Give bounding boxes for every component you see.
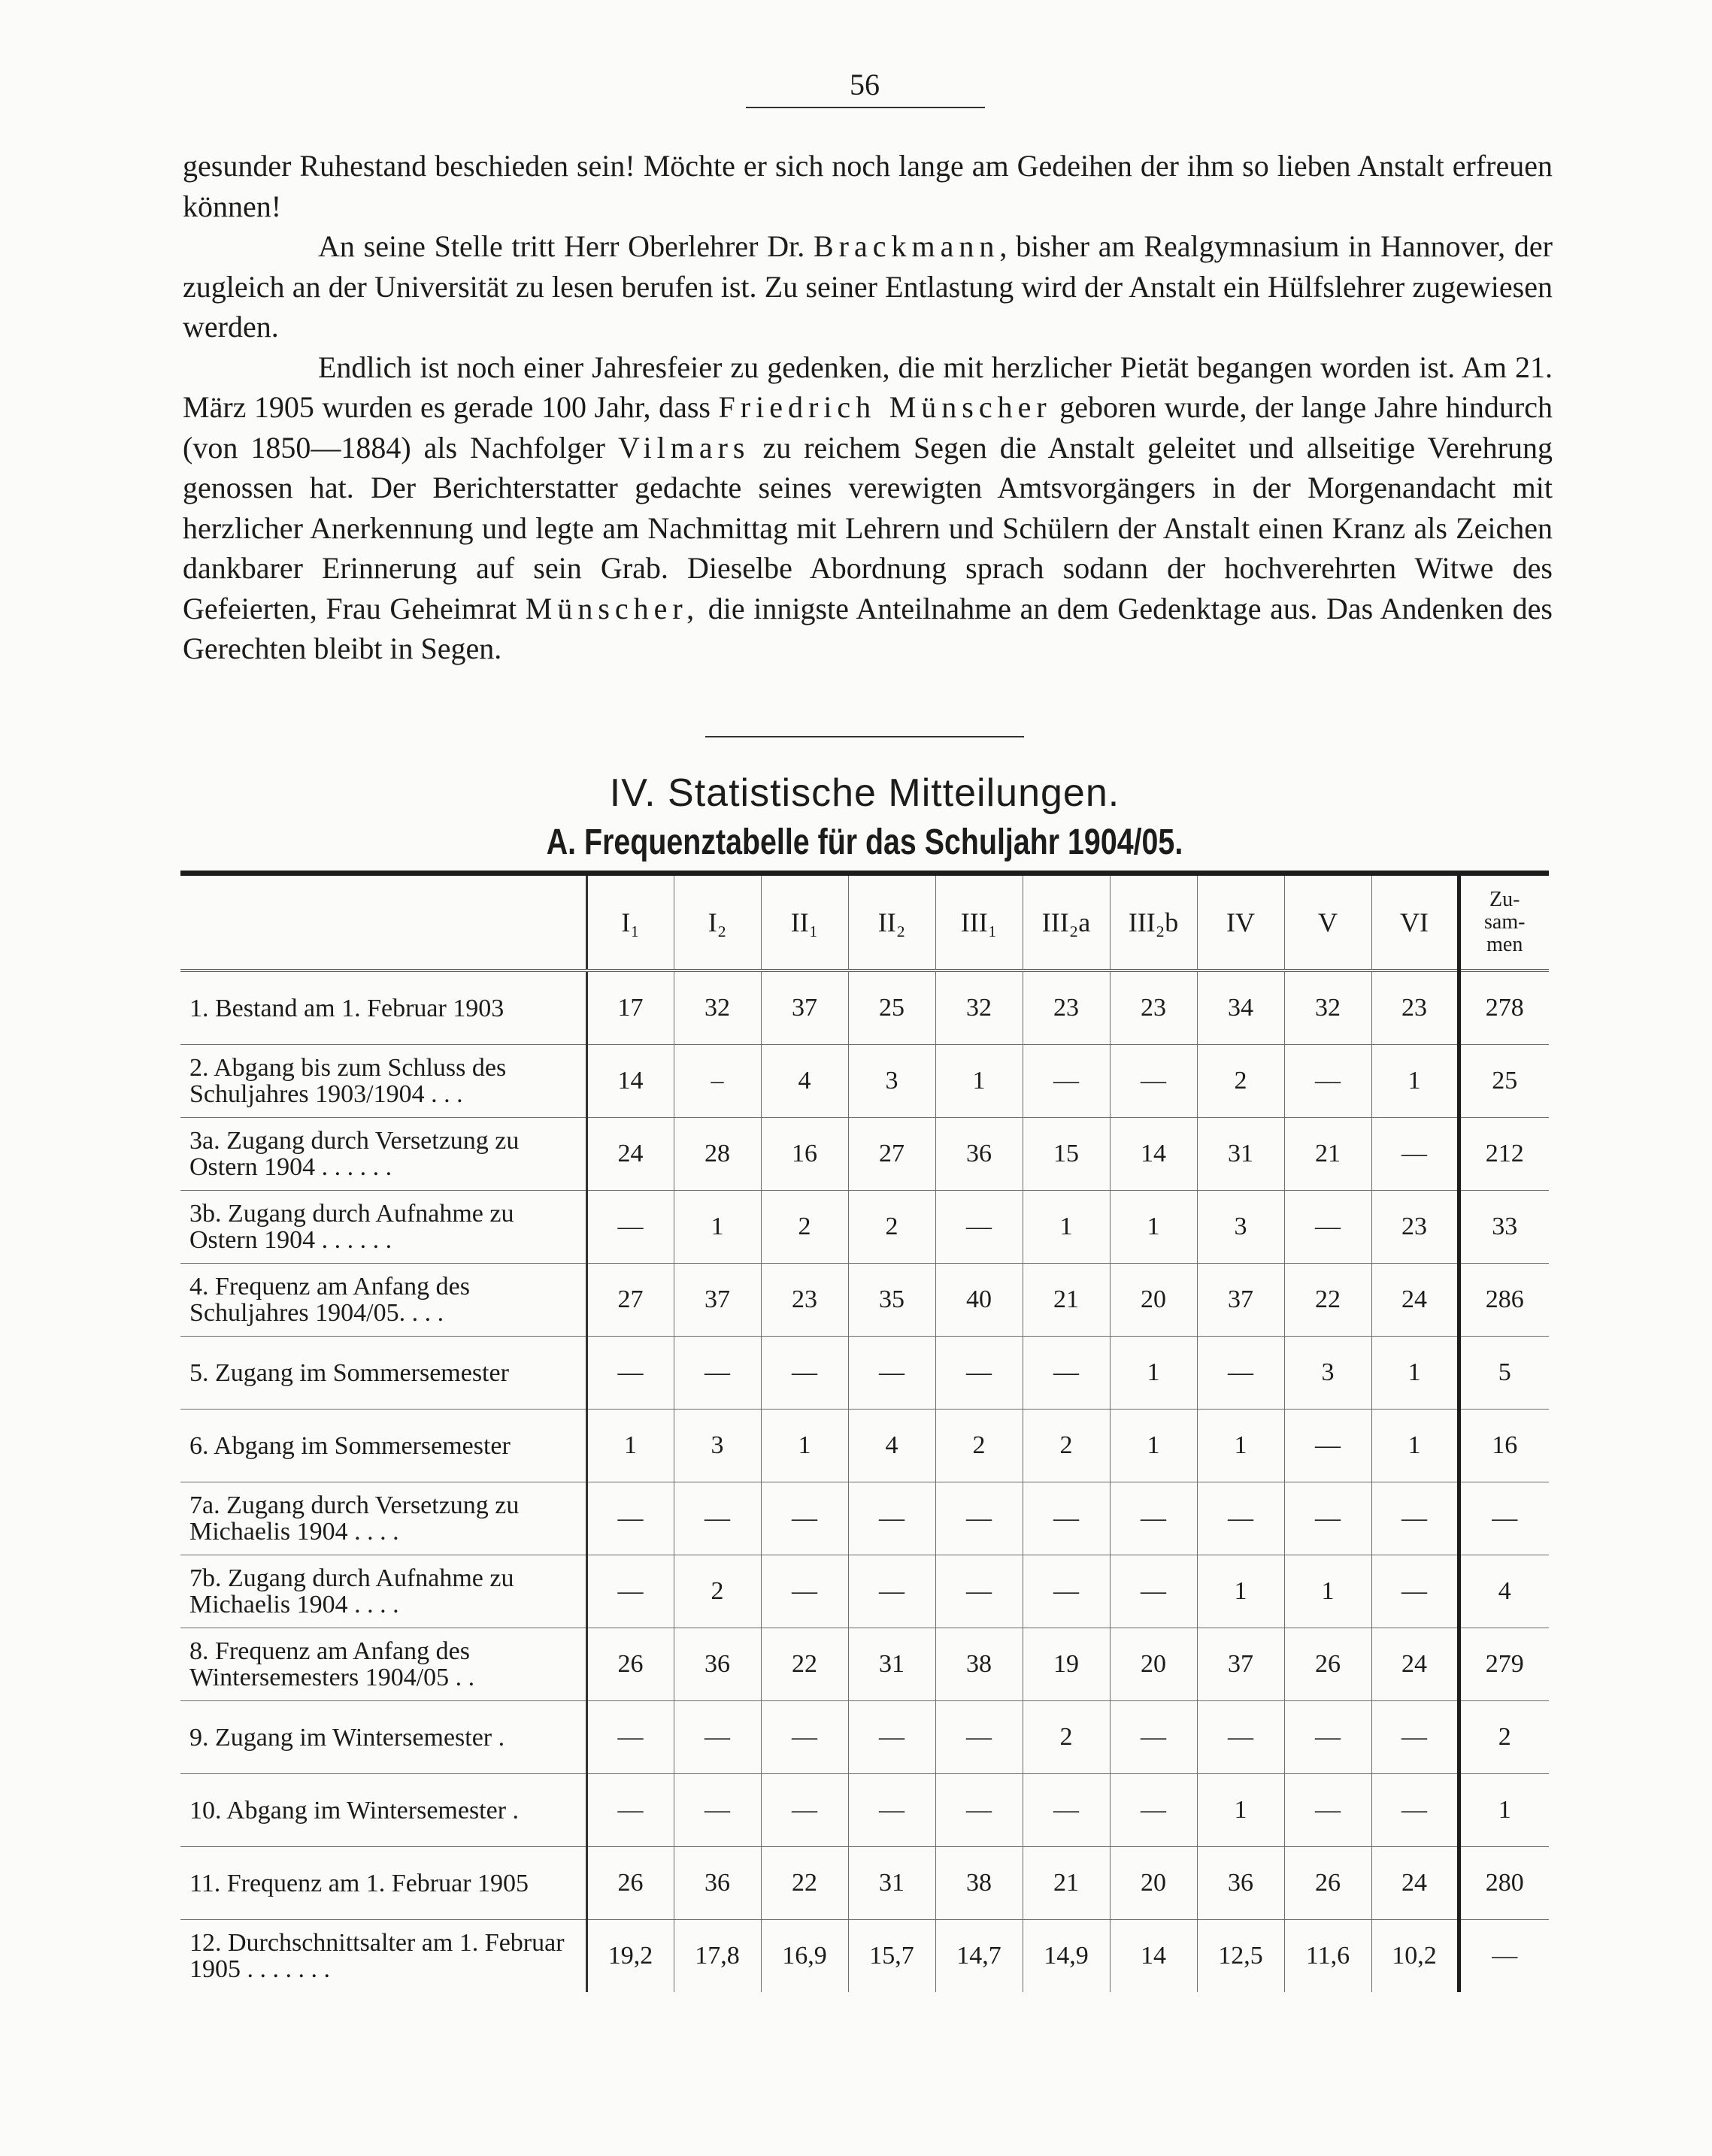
- row-label: 8. Frequenz am Anfang des Wintersemesters 1904/05 . .: [180, 1628, 586, 1701]
- table-cell: —: [586, 1191, 674, 1264]
- row-label: 7b. Zugang durch Aufnahme zu Michaelis 1904 . . . .: [180, 1555, 586, 1628]
- table-cell: —: [586, 1337, 674, 1410]
- row-total-cell: 279: [1459, 1628, 1549, 1701]
- table-row: [180, 1701, 1549, 1774]
- column-header: II₁: [761, 874, 848, 971]
- table-cell: 37: [1197, 1264, 1284, 1337]
- row-label: 9. Zugang im Wintersemester .: [180, 1701, 586, 1774]
- paragraph-3: Endlich ist noch einer Jahresfeier zu gedenken, die mit herzlicher Pietät begangen worden ist. Am 21. März 1905 wurden es gerade 100 Jahr, dass Friedrich Münscher geboren wurde, der lange Jahre hindurch (von 1850—1884) als Nachfolger Vilmars zu reichem Segen die Anstalt geleitet und allseitige Verehrung genossen hat. Der Berichterstatter gedachte seines verewigten Amtsvorgängers in der Morgenandacht mit herzlicher Anerkennung und legte am Nachmittag mit Lehrern und Schülern der Anstalt einen Kranz als Zeichen dankbarer Erinnerung auf sein Grab. Dieselbe Abordnung sprach sodann der hochverehrten Witwe des Gefeierten, Frau Geheimrat Münscher, die innigste Anteilnahme an dem Gedenktage aus. Das Andenken des Gerechten bleibt in Segen.: [183, 350, 1553, 665]
- table-cell: —: [848, 1555, 935, 1628]
- table-cell: 3: [848, 1045, 935, 1118]
- table-cell: 19,2: [586, 1920, 674, 1993]
- paragraph-1: gesunder Ruhestand beschieden sein! Möchte er sich noch lange am Gedeihen der ihm so lieben Anstalt erfreuen können!: [183, 149, 1553, 223]
- table-cell: 1: [1371, 1045, 1459, 1118]
- table-cell: 21: [1284, 1118, 1371, 1191]
- table-cell: —: [1284, 1410, 1371, 1482]
- table-cell: 23: [1371, 971, 1459, 1045]
- table-cell: —: [674, 1701, 761, 1774]
- table-cell: —: [848, 1701, 935, 1774]
- table-cell: 31: [1197, 1118, 1284, 1191]
- row-total-cell: 5: [1459, 1337, 1549, 1410]
- page-number: 56: [850, 68, 880, 101]
- table-cell: 36: [935, 1118, 1023, 1191]
- row-label: 10. Abgang im Wintersemester .: [180, 1774, 586, 1847]
- table-cell: 27: [586, 1264, 674, 1337]
- table-cell: —: [761, 1774, 848, 1847]
- column-header: I₂: [674, 874, 761, 971]
- table-row: [180, 1337, 1549, 1410]
- table-cell: 14: [1110, 1920, 1197, 1993]
- table-cell: —: [1371, 1774, 1459, 1847]
- table-cell: —: [1284, 1774, 1371, 1847]
- table-cell: 32: [935, 971, 1023, 1045]
- row-total-cell: 1: [1459, 1774, 1549, 1847]
- table-cell: –: [674, 1045, 761, 1118]
- table-row: [180, 1628, 1549, 1701]
- table-cell: 1: [1284, 1555, 1371, 1628]
- column-header: VI: [1371, 874, 1459, 971]
- table-cell: 24: [1371, 1847, 1459, 1920]
- table-cell: 36: [674, 1628, 761, 1701]
- column-header-total: Zu- sam- men: [1459, 874, 1549, 971]
- table-cell: 11,6: [1284, 1920, 1371, 1993]
- frequency-table: [180, 871, 1549, 1992]
- table-cell: —: [848, 1774, 935, 1847]
- table-cell: 17: [586, 971, 674, 1045]
- table-cell: 23: [1371, 1191, 1459, 1264]
- table-row: [180, 1264, 1549, 1337]
- table-title: A. Frequenztabelle für das Schuljahr 1904/05.: [546, 822, 1183, 862]
- table-cell: —: [1110, 1774, 1197, 1847]
- table-cell: 15: [1023, 1118, 1110, 1191]
- table-cell: —: [1110, 1555, 1197, 1628]
- table-row: [180, 1118, 1549, 1191]
- table-row: [180, 1774, 1549, 1847]
- table-cell: —: [1284, 1191, 1371, 1264]
- row-label: 11. Frequenz am 1. Februar 1905: [180, 1847, 586, 1920]
- table-cell: 21: [1023, 1264, 1110, 1337]
- table-cell: —: [1284, 1482, 1371, 1555]
- table-row: [180, 1847, 1549, 1920]
- table-cell: 37: [1197, 1628, 1284, 1701]
- table-cell: 4: [848, 1410, 935, 1482]
- table-cell: 1: [586, 1410, 674, 1482]
- section-divider: [705, 736, 1024, 737]
- table-cell: —: [761, 1337, 848, 1410]
- page-number-rule: [746, 107, 985, 108]
- table-cell: 1: [1197, 1774, 1284, 1847]
- row-total-cell: 212: [1459, 1118, 1549, 1191]
- table-cell: 24: [586, 1118, 674, 1191]
- table-cell: 3: [674, 1410, 761, 1482]
- table-cell: 1: [674, 1191, 761, 1264]
- table-cell: 19: [1023, 1628, 1110, 1701]
- column-header: III₂b: [1110, 874, 1197, 971]
- table-cell: 23: [1023, 971, 1110, 1045]
- table-cell: 1: [1371, 1337, 1459, 1410]
- row-total-cell: 2: [1459, 1701, 1549, 1774]
- table-body: [180, 971, 1549, 1992]
- table-cell: —: [1371, 1118, 1459, 1191]
- table-cell: —: [848, 1337, 935, 1410]
- table-cell: 22: [761, 1628, 848, 1701]
- column-header: V: [1284, 874, 1371, 971]
- table-cell: 14: [1110, 1118, 1197, 1191]
- table-cell: —: [1284, 1701, 1371, 1774]
- table-row: [180, 1045, 1549, 1118]
- table-cell: 14,9: [1023, 1920, 1110, 1993]
- table-row: [180, 1410, 1549, 1482]
- table-cell: —: [674, 1482, 761, 1555]
- table-cell: 14,7: [935, 1920, 1023, 1993]
- table-cell: 1: [1110, 1337, 1197, 1410]
- table-cell: 38: [935, 1847, 1023, 1920]
- table-cell: 34: [1197, 971, 1284, 1045]
- table-header-row: [180, 874, 1549, 971]
- table-cell: 2: [1197, 1045, 1284, 1118]
- table-cell: 37: [761, 971, 848, 1045]
- table-cell: 1: [1110, 1191, 1197, 1264]
- table-cell: —: [1371, 1555, 1459, 1628]
- table-cell: 2: [761, 1191, 848, 1264]
- table-cell: —: [1197, 1701, 1284, 1774]
- row-total-cell: 16: [1459, 1410, 1549, 1482]
- column-header: III₂a: [1023, 874, 1110, 971]
- table-cell: 24: [1371, 1628, 1459, 1701]
- table-cell: 3: [1197, 1191, 1284, 1264]
- table-cell: 21: [1023, 1847, 1110, 1920]
- row-total-cell: 280: [1459, 1847, 1549, 1920]
- table-cell: 2: [848, 1191, 935, 1264]
- table-cell: 38: [935, 1628, 1023, 1701]
- table-cell: 2: [1023, 1410, 1110, 1482]
- table-cell: 10,2: [1371, 1920, 1459, 1993]
- table-cell: —: [761, 1701, 848, 1774]
- table-cell: —: [586, 1482, 674, 1555]
- paragraph-2: An seine Stelle tritt Herr Oberlehrer Dr. Brackmann, bisher am Realgymnasium in Hannover, der zugleich an der Universität zu lesen berufen ist. Zu seiner Entlastung wird der Anstalt ein Hülfslehrer zugewiesen werden.: [183, 229, 1553, 344]
- row-total-cell: 33: [1459, 1191, 1549, 1264]
- table-cell: 17,8: [674, 1920, 761, 1993]
- table-cell: 2: [674, 1555, 761, 1628]
- table-cell: 31: [848, 1847, 935, 1920]
- table-cell: 22: [1284, 1264, 1371, 1337]
- table-cell: 32: [674, 971, 761, 1045]
- table-cell: 12,5: [1197, 1920, 1284, 1993]
- table-cell: —: [935, 1774, 1023, 1847]
- table-cell: —: [761, 1555, 848, 1628]
- table-cell: 4: [761, 1045, 848, 1118]
- table-cell: 1: [1023, 1191, 1110, 1264]
- table-cell: —: [935, 1555, 1023, 1628]
- table-row: [180, 1555, 1549, 1628]
- column-header: II₂: [848, 874, 935, 971]
- table-row: [180, 971, 1549, 1045]
- row-total-cell: —: [1459, 1482, 1549, 1555]
- table-row: [180, 1191, 1549, 1264]
- table-cell: 24: [1371, 1264, 1459, 1337]
- table-cell: —: [1197, 1482, 1284, 1555]
- table-cell: 36: [1197, 1847, 1284, 1920]
- table-cell: —: [586, 1774, 674, 1847]
- body-text: [183, 146, 1553, 669]
- table-cell: —: [586, 1701, 674, 1774]
- row-total-cell: 278: [1459, 971, 1549, 1045]
- row-label: 12. Durchschnittsalter am 1. Februar 1905 . . . . . . .: [180, 1920, 586, 1993]
- row-label: 5. Zugang im Sommersemester: [180, 1337, 586, 1410]
- table-cell: 26: [1284, 1628, 1371, 1701]
- table-cell: 2: [1023, 1701, 1110, 1774]
- table-cell: —: [674, 1774, 761, 1847]
- table-cell: 20: [1110, 1628, 1197, 1701]
- row-label: 1. Bestand am 1. Februar 1903: [180, 971, 586, 1045]
- table-cell: —: [935, 1482, 1023, 1555]
- table-row: [180, 1920, 1549, 1993]
- table-cell: —: [674, 1337, 761, 1410]
- table-cell: —: [935, 1191, 1023, 1264]
- column-header: I₁: [586, 874, 674, 971]
- table-cell: 40: [935, 1264, 1023, 1337]
- row-total-cell: 25: [1459, 1045, 1549, 1118]
- table-cell: 26: [1284, 1847, 1371, 1920]
- row-total-cell: 4: [1459, 1555, 1549, 1628]
- table-cell: 26: [586, 1847, 674, 1920]
- table-cell: —: [1371, 1482, 1459, 1555]
- table-cell: —: [1284, 1045, 1371, 1118]
- table-cell: 1: [1110, 1410, 1197, 1482]
- table-cell: 20: [1110, 1847, 1197, 1920]
- table-cell: 26: [586, 1628, 674, 1701]
- table-cell: —: [1023, 1555, 1110, 1628]
- table-cell: —: [1197, 1337, 1284, 1410]
- column-header: III₁: [935, 874, 1023, 971]
- table-cell: —: [1110, 1045, 1197, 1118]
- table-cell: —: [935, 1337, 1023, 1410]
- table-cell: 32: [1284, 971, 1371, 1045]
- table-cell: 31: [848, 1628, 935, 1701]
- column-header: IV: [1197, 874, 1284, 971]
- table-cell: —: [1023, 1482, 1110, 1555]
- row-label: 2. Abgang bis zum Schluss des Schuljahres 1903/1904 . . .: [180, 1045, 586, 1118]
- table-cell: 27: [848, 1118, 935, 1191]
- row-label: 7a. Zugang durch Versetzung zu Michaelis 1904 . . . .: [180, 1482, 586, 1555]
- table-cell: —: [1110, 1701, 1197, 1774]
- table-cell: —: [1023, 1774, 1110, 1847]
- table-cell: —: [1023, 1337, 1110, 1410]
- table-cell: 14: [586, 1045, 674, 1118]
- table-cell: —: [848, 1482, 935, 1555]
- table-cell: 28: [674, 1118, 761, 1191]
- table-cell: 16: [761, 1118, 848, 1191]
- table-cell: 23: [1110, 971, 1197, 1045]
- row-label-header: [180, 874, 586, 971]
- table-cell: 23: [761, 1264, 848, 1337]
- table-cell: —: [1110, 1482, 1197, 1555]
- table-cell: —: [761, 1482, 848, 1555]
- table-cell: 15,7: [848, 1920, 935, 1993]
- table-cell: 37: [674, 1264, 761, 1337]
- row-label: 3b. Zugang durch Aufnahme zu Ostern 1904 . . . . . .: [180, 1191, 586, 1264]
- section-title: IV. Statistische Mitteilungen.: [609, 771, 1120, 815]
- table-cell: 16,9: [761, 1920, 848, 1993]
- row-label: 3a. Zugang durch Versetzung zu Ostern 1904 . . . . . .: [180, 1118, 586, 1191]
- table-cell: 1: [761, 1410, 848, 1482]
- row-label: 4. Frequenz am Anfang des Schuljahres 1904/05. . . .: [180, 1264, 586, 1337]
- table-cell: 3: [1284, 1337, 1371, 1410]
- row-total-cell: 286: [1459, 1264, 1549, 1337]
- table-cell: 1: [1371, 1410, 1459, 1482]
- table-cell: 22: [761, 1847, 848, 1920]
- table-cell: 20: [1110, 1264, 1197, 1337]
- table-cell: —: [935, 1701, 1023, 1774]
- table-cell: 1: [935, 1045, 1023, 1118]
- table-cell: 1: [1197, 1410, 1284, 1482]
- table-cell: 36: [674, 1847, 761, 1920]
- table-cell: —: [586, 1555, 674, 1628]
- row-label: 6. Abgang im Sommersemester: [180, 1410, 586, 1482]
- table-cell: 2: [935, 1410, 1023, 1482]
- table-cell: 25: [848, 971, 935, 1045]
- table-cell: 35: [848, 1264, 935, 1337]
- table-cell: —: [1023, 1045, 1110, 1118]
- table-cell: 1: [1197, 1555, 1284, 1628]
- table-cell: —: [1371, 1701, 1459, 1774]
- row-total-cell: —: [1459, 1920, 1549, 1993]
- table-row: [180, 1482, 1549, 1555]
